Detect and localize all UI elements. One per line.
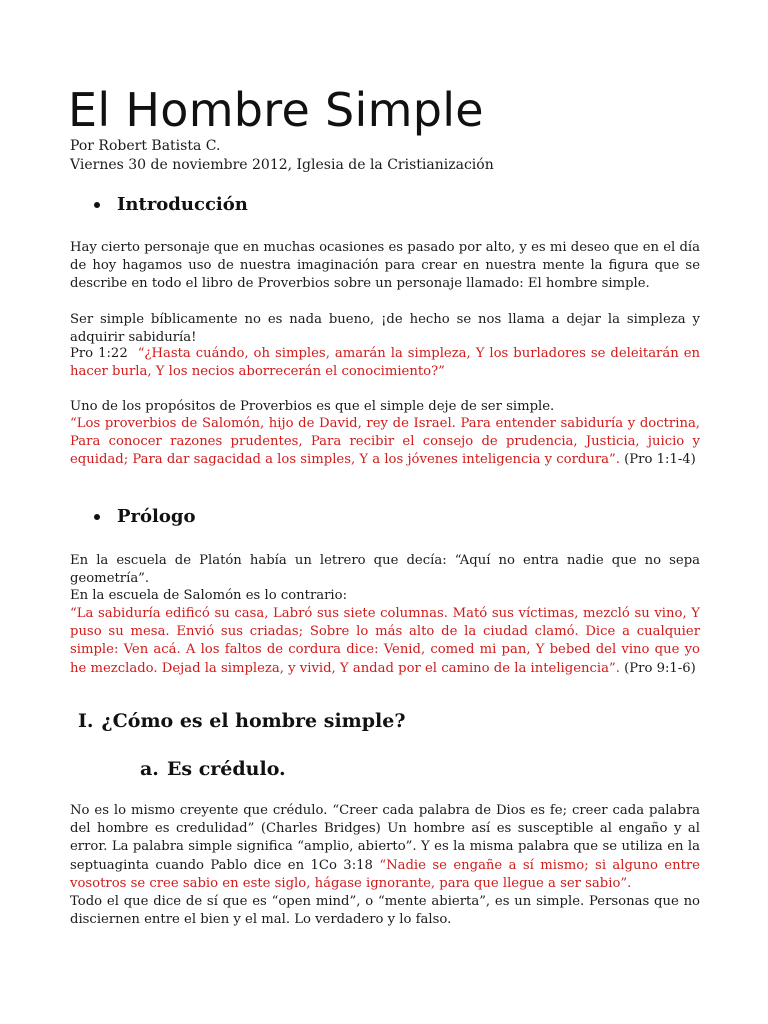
subsection-a-paragraph-2: Todo el que dice de sí que es “open mind”, o “mente abierta”, es un simple. Personas que no disciernen entre el bien y el mal. Lo verdadero y lo falso. [70,894,700,928]
intro-quote-1: “¿Hasta cuándo, oh simples, amarán la simpleza, Y los burladores se deleitarán en hacer burla, Y los necios aborrecerán el conocimiento?” [70,346,700,380]
prologo-quote-block [70,605,700,678]
date-line: Viernes 30 de noviembre 2012, Iglesia de la Cristianización [70,157,494,173]
intro-reference-2: (Pro 1:1-4) [624,452,696,468]
subsection-a-paragraph [70,802,700,893]
heading-subsection-a-label: Es crédulo. [166,758,286,780]
bullet-icon [94,202,100,208]
intro-quote-2: “Los proverbios de Salomón, hijo de David, rey de Israel. Para entender sabiduría y doctrina, Para conocer razones prudentes, Para recibir el consejo de prudencia, Justicia, juicio y equidad; Para dar sagacidad a los simples, Y a los jóvenes inteligencia y cordura”. [70,416,700,468]
intro-paragraph-1: Hay cierto personaje que en muchas ocasiones es pasado por alto, y es mi deseo que en el día de hoy hagamos uso de nuestra imaginación para crear en nuestra mente la figura que se describe en todo el libro de Proverbios sobre un personaje llamado: El hombre simple. [70,240,700,292]
heading-introduccion-label: Introducción [117,194,248,215]
subsection-a-text-1: No es lo mismo creyente que crédulo. “Creer cada palabra de Dios es fe; creer cada palabra del hombre es credulidad” (Charles Bridges) Un hombre así es susceptible al engaño y al error. La palabra simple significa “amplio, abierto”. Y es la misma palabra que se utiliza en la septuaginta cuando Pablo dice en 1Co 3:18 [70,803,700,873]
bullet-icon [94,514,100,520]
document-title: El Hombre Simple [68,83,484,137]
heading-prologo-label: Prólogo [117,506,196,527]
heading-prologo [94,506,195,528]
heading-introduccion [94,194,248,216]
intro-paragraph-2: Ser simple bíblicamente no es nada bueno, ¡de hecho se nos llama a dejar la simpleza y adquirir sabiduría! [70,312,700,346]
section-1-marker: I. [78,710,94,732]
heading-section-1-label: ¿Cómo es el hombre simple? [101,710,406,732]
prologo-paragraph-1: En la escuela de Platón había un letrero que decía: “Aquí no entra nadie que no sepa geometría”. [70,553,700,587]
author-line: Por Robert Batista C. [70,138,221,154]
intro-quote-2-block [70,415,700,470]
subsection-a-quote: “Nadie se engañe a sí mismo; si alguno entre vosotros se cree sabio en este siglo, hágase ignorante, para que llegue a ser sabio”. [70,857,700,891]
intro-paragraph-3: Uno de los propósitos de Proverbios es que el simple deje de ser simple. [70,399,555,414]
heading-subsection-a [140,758,286,780]
prologo-reference: (Pro 9:1-6) [624,660,696,676]
intro-quote-1-block [70,345,700,381]
prologo-quote: “La sabiduría edificó su casa, Labró sus siete columnas. Mató sus víctimas, mezcló su vino, Y puso su mesa. Envió sus criadas; Sobre lo más alto de la ciudad clamó. Dice a cualquier simple: Ven acá. A los faltos de cordura dice: Venid, comed mi pan, Y bebed del vino que yo he mezclado. Dejad la simpleza, y vivid, Y andad por el camino de la inteligencia”. [70,606,700,676]
intro-reference-1: Pro 1:22 [70,346,128,361]
heading-section-1 [78,710,406,732]
subsection-a-marker: a. [140,758,159,780]
prologo-paragraph-2: En la escuela de Salomón es lo contrario: [70,588,348,603]
